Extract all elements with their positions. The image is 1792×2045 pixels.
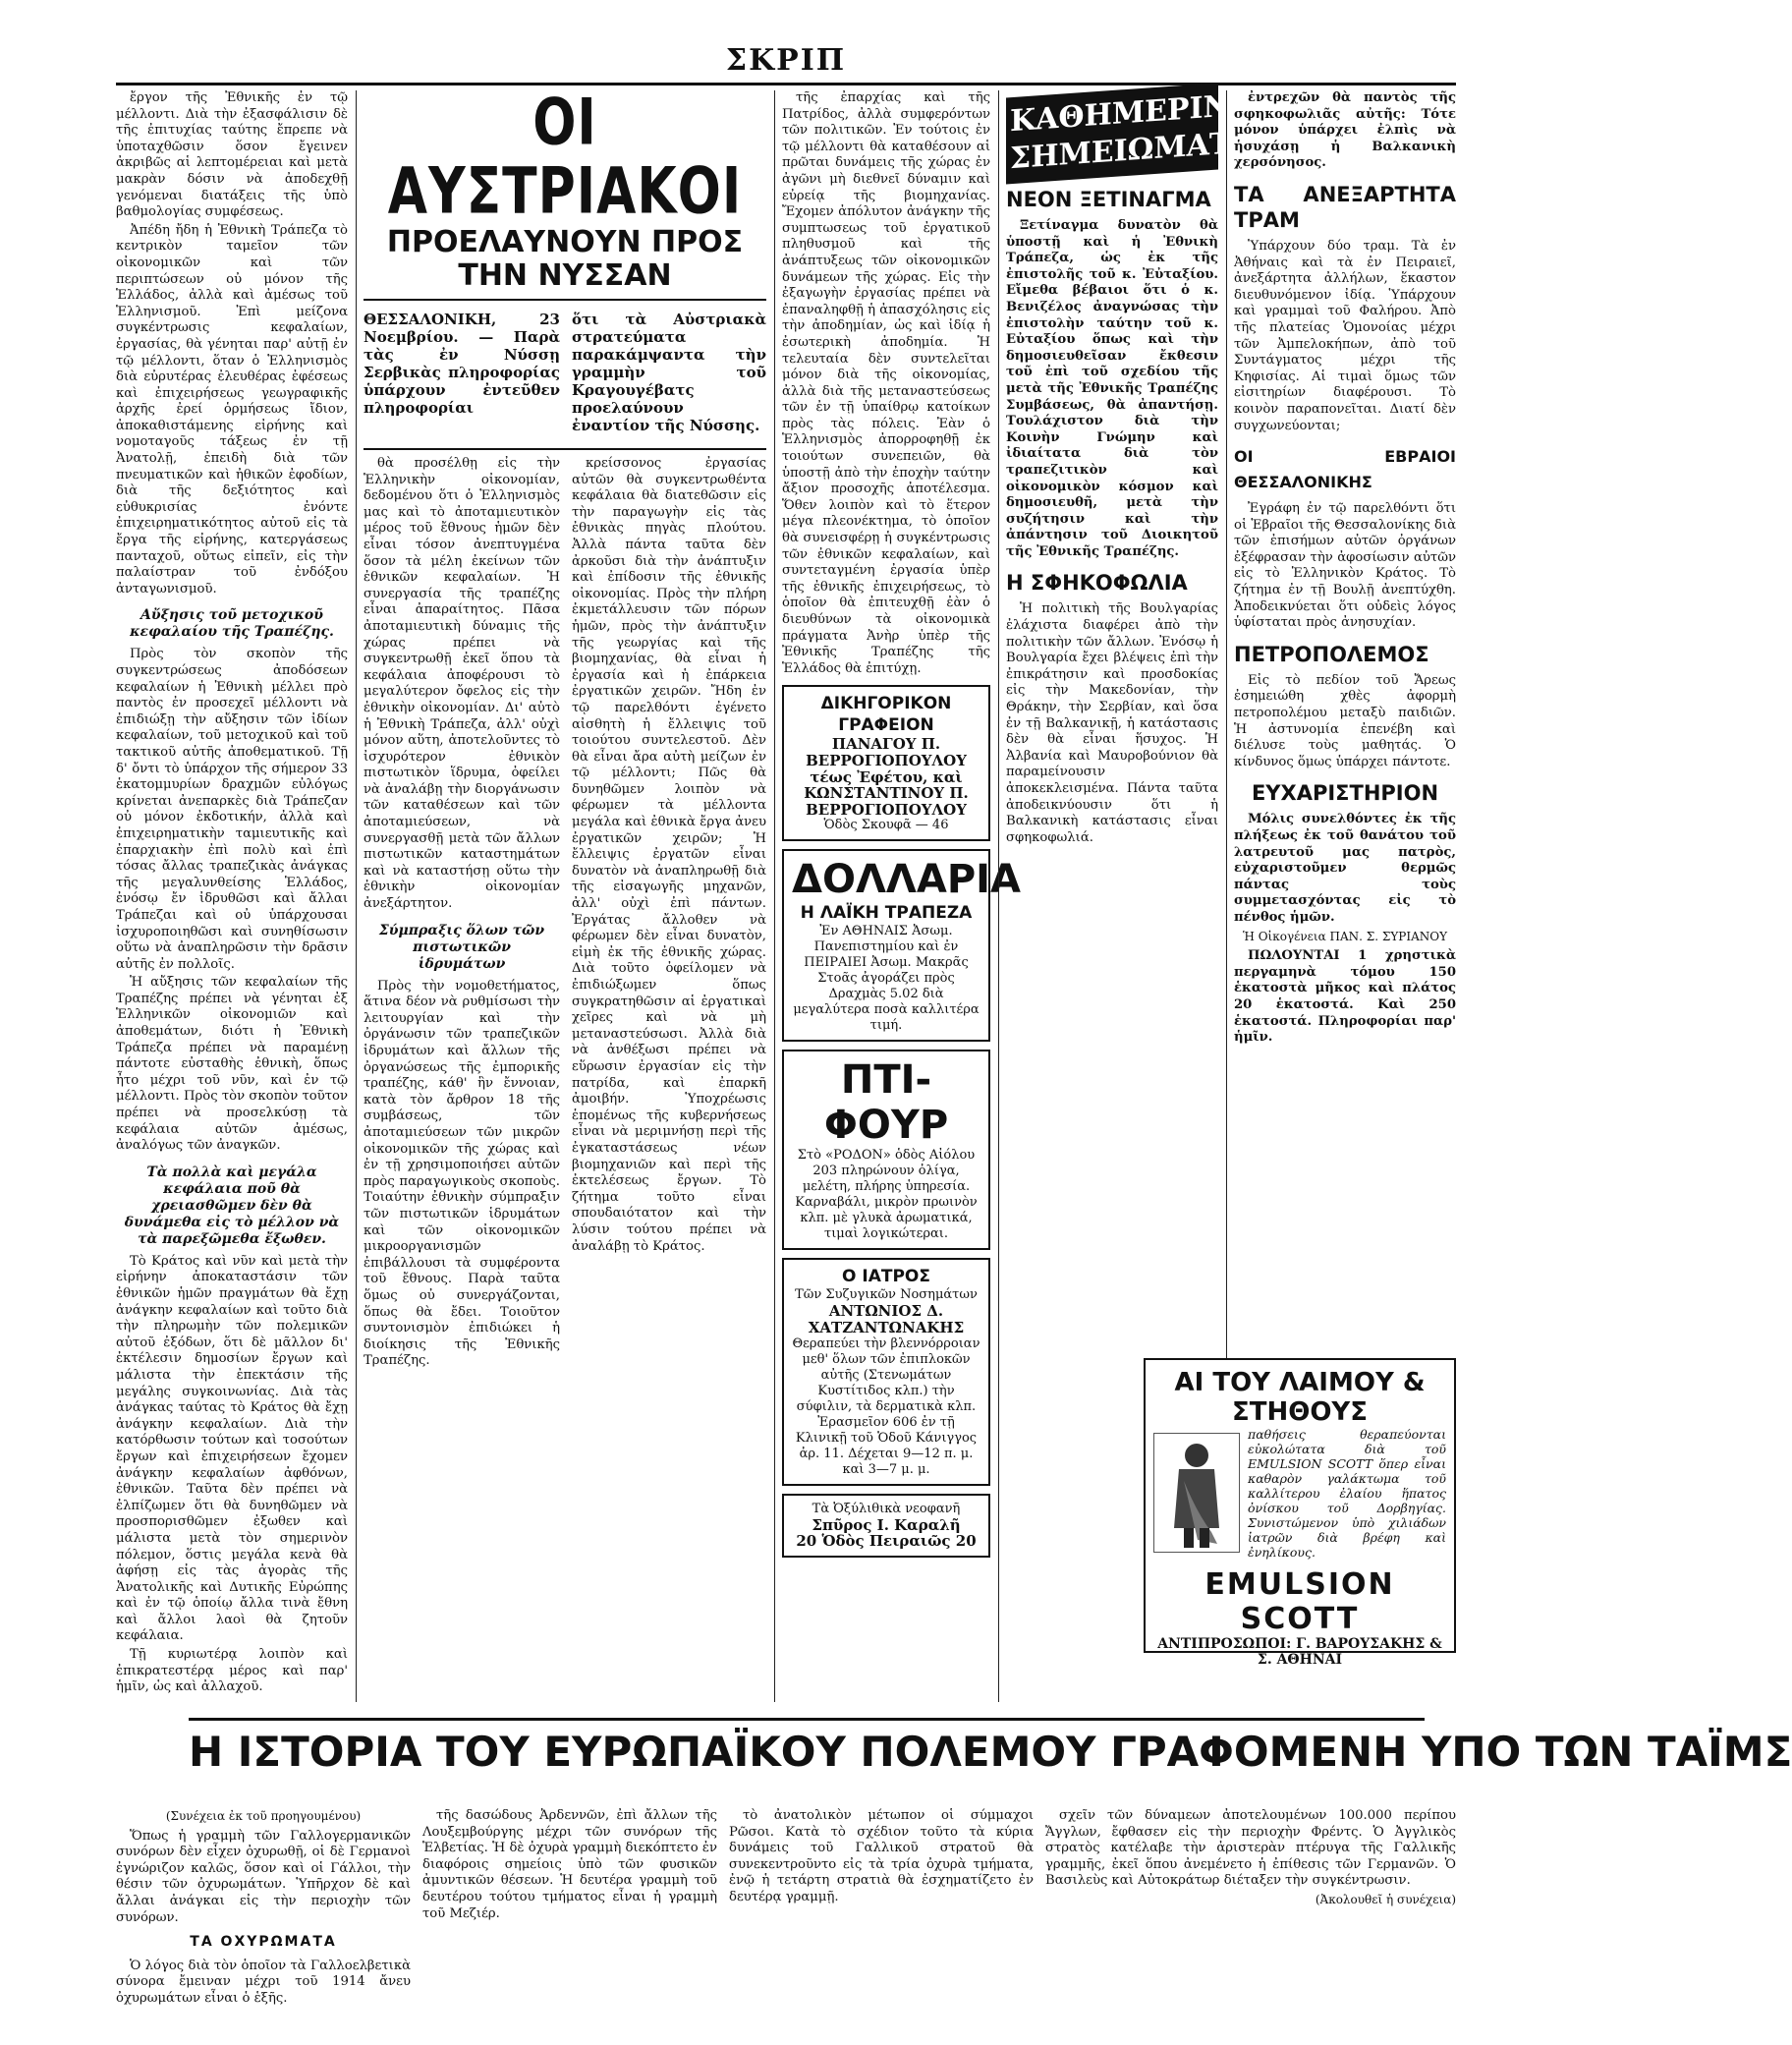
ad-subtitle: Τῶν Συζυγικῶν Νοσημάτων xyxy=(795,1287,978,1303)
history-column-1 xyxy=(116,1808,411,2024)
story-paragraph: Πρὸς τὴν νομοθετήματος, ἅτινα δέον νὰ ρυθμίσωσι τὴν λειτουργίαν καὶ τὴν ὀργάνωσιν τῶν τραπεζικῶν ἱδρυμάτων καὶ ἄλλων τῆς ὀργανώσεως τῆς ἐμπορικῆς τραπέζης, κάθ' ἣν ἔννοιαν, κατὰ τὸν ἄρθρον 18 τῆς συμβάσεως, τῶν ἀποταμιεύσεων τῶν μικρῶν οἰκονομικῶν τῆς χώρας καὶ ἐν τῇ χρησιμοποιήσει αὐτῶν πρὸς παραγωγικοὺς σκοποὺς. Τοιαύτην ἐθνικὴν σύμπραξιν τῶν πιστωτικῶν ἱδρυμάτων καὶ τῶν οἰκονομικῶν μικροοργανισμῶν ἐπιβάλλουσι τὰ συμφέροντα τοῦ ἔθνους. Παρὰ ταῦτα ὅμως οὐ συνεργάζονται, ὅπως θὰ ἔδει. Τοιοῦτον συντονισμὸν ἐπιδιώκει ἡ διοίκησις τῆς Ἐθνικῆς Τραπέζης. xyxy=(364,978,560,1369)
section-heading: ΕΥΧΑΡΙΣΤΗΡΙΟΝ xyxy=(1251,781,1439,806)
lawyer-advertisement xyxy=(782,685,990,841)
col5-paragraph: Ἐγράφη ἐν τῷ παρελθόντι ὅτι οἱ Ἑβραῖοι τῆς Θεσσαλονίκης διὰ τῶν ἐπισήμων αὐτῶν ὀργάνων ἐξέφρασαν τὴν ἀφοσίωσιν αὐτῶν εἰς τὸ Ἑλληνικὸν Κράτος. Τὸ ζήτημα ἐν τῇ Βουλῇ ἀνεπτύχθη. Ἀποδεικνύεται ὅτι οὐδεὶς λόγος ὑφίσταται πρὸς ἀνησυχίαν. xyxy=(1234,501,1456,631)
history-paragraph: Ὁ λόγος διὰ τὸν ὁποῖον τὰ Γαλλοελβετικὰ σύνορα ἔμειναν μέχρι τοῦ 1914 ἄνευ ὀχυρωμάτων εἶναι ὁ ἑξῆς. xyxy=(116,1958,411,2006)
ad-name: ΑΝΤΩΝΙΟΣ Δ. ΧΑΤΖΑΝΤΩΝΑΚΗΣ xyxy=(808,1302,965,1336)
column-4 xyxy=(1006,86,1255,1358)
col4-paragraph: Ἡ πολιτικὴ τῆς Βουλγαρίας ἐλάχιστα διαφέρει ἀπὸ τὴν πολιτικὴν τῶν ἄλλων. Ἐνόσῳ ἡ Βουλγαρία ἔχει βλέψεις ἐπὶ τὴν ἐπικράτησιν καὶ προσδοκίας εἰς τὴν Μακεδονίαν, τὴν Θράκην, τὴν Σερβίαν, καὶ ὅσα ἐν τῇ Βαλκανικῇ, ἡ κατάστασις δὲν θὰ εἶναι ἥσυχος. Ἡ Ἀλβανία καὶ Μαυροβούνιον θὰ παραμείνουσιν ἀποκεκλεισμένα. Πάντα ταῦτα ἀποδεικνύουσιν ὅτι ἡ Βαλκανικὴ κατάστασις εἶναι σφηκοφωλιά. xyxy=(1006,601,1218,845)
col1-paragraph: Ἡ αὔξησις τῶν κεφαλαίων τῆς Τραπέζης πρέπει νὰ γένηται ἐξ Ἑλληνικῶν οἰκονομιῶν καὶ ἀποθεμάτων, διότι ἡ Ἐθνικὴ Τράπεζα πρέπει νὰ παραμένῃ πάντοτε εὐσταθὴς ἐθνικὴ, ὅπως ἦτο μέχρι τοῦ νῦν, καὶ ἐν τῷ μέλλοντι. Πρὸς τὸν σκοπὸν τοῦτον πρέπει νὰ προσελκύσῃ τὰ κεφάλαια αὐτῶν ἀμέσως, ἀναλόγως τῶν ἀναγκῶν. xyxy=(116,975,348,1154)
deck-right: ὅτι τὰ Αὐστριακὰ στρατεύματα παρακάμψαντα τὴν γραμμὴν τοῦ Κραγουγέβατς προελαύνουν ἐναντίον τῆς Νύσσης. xyxy=(572,311,766,434)
col1-paragraph: Τὸ Κράτος καὶ νῦν καὶ μετὰ τὴν εἰρήνην ἀποκαταστάσιν τῶν ἐθνικῶν ἡμῶν πραγμάτων θὰ ἔχῃ ἀνάγκην κεφαλαίων καὶ τοῦτο διὰ τὴν πληρωμὴν τῶν πολεμικῶν αὐτοῦ ἐξόδων, ὅτι δὲ μᾶλλον δι' ἐκτέλεσιν δημοσίων ἔργων καὶ μάλιστα τὴν ἐπεκτάσιν τῆς μεγάλης συγκοινωνίας. Διὰ τὰς ἀνάγκας ταύτας τὸ Κράτος θὰ ἔχῃ ἀνάγκην κεφαλαίων. Διὰ τὴν κατόρθωσιν τούτων καὶ τοσούτων ἔργων καὶ ἐπιχειρήσεων ἔχομεν ἀνάγκην κεφαλαίων ἀφθόνων, ἐθνικῶν. Ταῦτα δὲν πρέπει νὰ ἐλπίζωμεν ὅτι θὰ δυνηθῶμεν νὰ προσπορισθῶμεν ἐξωθεν καὶ μάλιστα μετὰ τὸν σημερινὸν πόλεμον, ὅστις μεγάλα κενὰ θὰ ἀφήσῃ εἰς τὰς ἀγορὰς τῆς Ἀνατολικῆς καὶ Δυτικῆς Εὐρώπης καὶ ἐν τῷ ὁποίῳ ἄλλα τινὰ ἔθνη καὶ ἄλλοι λαοὶ θὰ ζητοῦν κεφάλαια. xyxy=(116,1253,348,1644)
history-paragraph: τὸ ἀνατολικὸν μέτωπον οἱ σύμμαχοι Ρῶσοι. Κατὰ τὸ σχέδιον τοῦτο τὰ κύρια δυνάμεις τοῦ Γαλλικοῦ στρατοῦ θὰ συνεκεντροῦντο εἰς τὰ τρία ὀχυρὰ τμήματα, ἐνῷ ἡ τετάρτη στρατιὰ θὰ ἐσχηματίζετο ἐν δευτέρᾳ γραμμῇ. xyxy=(729,1808,1034,1904)
petit-four-advertisement xyxy=(782,1050,990,1250)
col1-paragraph: ἔργον τῆς Ἐθνικῆς ἐν τῷ μέλλοντι. Διὰ τὴν ἐξασφάλισιν δὲ τῆς ἐπιτυχίας ταύτης ἔπρεπε νὰ ὑποταχθῶσιν ὅσον ἔγεινεν ἀκριβῶς αἱ λεπτομέρειαι καὶ μετὰ μακρὰν δόσιν νὰ ἀποδεχθῇ γενόμεναι διατάξεις τῆς ὑπὸ βαθμολογίας συμφέσεως. xyxy=(116,90,348,220)
section-heading: ΠΕΤΡΟΠΟΛΕΜΟΣ xyxy=(1234,642,1429,666)
col1-subheading: Τὰ πολλὰ καὶ μεγάλα κεφάλαια ποῦ θὰ χρειασθῶμεν δὲν θὰ δυνάμεθα εἰς τὸ μέλλον νὰ τὰ παρεξῶμεθα ἔξωθεν. xyxy=(124,1164,340,1247)
daily-notes-banner xyxy=(1006,83,1255,184)
history-headline: Η ΙΣΤΟΡΙΑ ΤΟΥ ΕΥΡΩΠΑΪΚΟΥ ΠΟΛΕΜΟΥ ΓΡΑΦΟΜΕΝΗ ΥΠΟ ΤΩΝ ΤΑΪΜΣ xyxy=(189,1718,1425,1776)
ad-text: Θεραπεύει τὴν βλεννόρροιαν μεθ' ὅλων τῶν ἐπιπλοκῶν αὐτῆς (Στενωμάτων Κυστίτιδος κλπ.) τὴν σύφιλιν, τὰ δερματικὰ κλπ. Ἐρασμεῖον 606 ἐν τῇ Κλινικῇ τοῦ Ὁδοῦ Κάνιγγος ἀρ. 11. Δέχεται 9—12 π. μ. καὶ 3—7 μ. μ. xyxy=(792,1335,980,1477)
history-paragraph: Ὅπως ἡ γραμμὴ τῶν Γαλλογερμανικῶν συνόρων δὲν εἶχεν ὀχυρωθῇ, οἱ δὲ Γερμανοὶ ἐγνώριζον καλῶς, ὅσον καὶ οἱ Γάλλοι, τὴν θέσιν τῶν ὀχυρωμάτων. Ὑπῆρχον δὲ καὶ ἄλλαι ἀνάγκαι εἰς τὴν περιοχὴν τῶν συνόρων. xyxy=(116,1828,411,1925)
col1-paragraph: Τῇ κυριωτέρᾳ λοιπὸν καὶ ἐπικρατεστέρᾳ μέρος καὶ παρ' ἡμῖν, ὡς καὶ ἀλλαχοῦ. xyxy=(116,1647,348,1695)
col3-paragraph: τῆς ἐπαρχίας καὶ τῆς Πατρίδος, ἀλλὰ συμφερόντων τῶν πολιτικῶν. Ἐν τούτοις ἐν τῷ μέλλοντι θὰ καταθέσουν αἱ πρῶται δυνάμεις τῆς χώρας ἐν ἀγῶνι μὴ διεθνεῖ δύναμιν καὶ εὐρείᾳ τῆς βιομηχανίας. Ἔχομεν ἀπόλυτον ἀνάγκην τῆς συμπτωσεως τοῦ ἐργατικοῦ πληθυσμοῦ καὶ τῆς ἀνάπτυξεως τῶν οἰκονομικῶν δυνάμεων τῆς χώρας. Εἰς τὴν ἐξαγωγὴν ἐργασίας πρέπει νὰ ἐπαναληφθῇ ἡ ἀπασχόλησις εἰς τὴν ἀποδημίαν, ὡς καὶ ἰδίᾳ ἡ ἐσωτερικὴ ἀποδημία. Ἡ τελευταία δὲν συντελεῖται μόνον διὰ τῆς οἰκονομίας, ἀλλὰ διὰ τῆς μεταναστεύσεως τῶν ἐν τῇ ὑπαίθρῳ κατοίκων πρὸς τὰς πόλεις. Ἐὰν ὁ Ἑλληνισμὸς ἀπορροφηθῇ ἐκ τοιούτων συνεπειῶν, θὰ ὑποστῇ ἀπὸ τὴν ἐποχὴν ταύτην ἄξιον προσοχῆς ἀποτέλεσμα. Ὅθεν λοιπὸν καὶ τὸ ἕτερον μέγα πλεονέκτημα, τὸ ὁποῖον θὰ συνεισφέρῃ ἡ συγκέντρωσις τῶν ἐθνικῶν κεφαλαίων, καὶ συντεταγμένη ἐργασία ὑπὲρ τῆς ἐθνικῆς ἐπιχειρήσεως, τὸ ὁποῖον θὰ ἐπιτευχθῇ ἐὰν ὁ διευθύνων τὰ οἰκονομικὰ πράγματα Ἀνὴρ ὑπὲρ τῆς Ἐθνικῆς Τραπέζης τῆς Ἑλλάδος θὰ ἐπιτύχῃ. xyxy=(782,90,990,676)
continuation-note: (Συνέχεια ἐκ τοῦ προηγουμένου) xyxy=(165,1809,362,1823)
continuation-end: (Ἀκολουθεῖ ἡ συνέχεια) xyxy=(1315,1892,1456,1906)
history-column-2 xyxy=(422,1808,717,2024)
ad-address: Ὁδὸς Σκουφᾶ — 46 xyxy=(823,818,949,833)
history-column-3 xyxy=(729,1808,1034,2024)
doctor-advertisement xyxy=(782,1258,990,1485)
column-1 xyxy=(116,90,348,1707)
story-subheading: Σύμπραξις ὅλων τῶν πιστωτικῶν ἱδρυμάτων xyxy=(378,922,545,972)
ad-representatives: ΑΝΤΙΠΡΟΣΩΠΟΙ: Γ. ΒΑΡΟΥΣΑΚΗΣ & Σ. ΑΘΗΝΑΙ xyxy=(1157,1636,1442,1668)
ad-title: ΠΤΙ-ΦΟΥΡ xyxy=(823,1057,949,1149)
col4-paragraph: Ξετίναγμα δυνατὸν θὰ ὑποστῇ καὶ ἡ Ἐθνικὴ Τράπεζα, ὡς ἐκ τῆς ἐπιστολῆς τοῦ κ. Ἐὐταξίου. Εἴμεθα βέβαιοι ὅτι ὁ κ. Βενιζέλος ἀναγνώσας τὴν ἐπιστολὴν ταύτην τοῦ κ. Εὐταξίου ὅπως καὶ τὴν δημοσιευθεῖσαν ἔκθεσιν τοῦ ἐπὶ τοῦ σχεδίου τῆς μετὰ τῆς Ἐθνικῆς Τραπέζης Συμβάσεως, θὰ ἀπαντήσῃ. Τουλάχιστον διὰ τὴν Κοινὴν Γνώμην καὶ ἰδιαίτατα διὰ τὸν τραπεζιτικὸν καὶ οἰκονομικὸν κόσμον καὶ δημοσιευθῆ, μετὰ τὴν συζήτησιν καὶ τὴν ἀπάντησιν τοῦ Διοικητοῦ τῆς Ἐθνικῆς Τραπέζης. xyxy=(1006,218,1218,559)
ad-title: Ο ΙΑΤΡΟΣ xyxy=(842,1267,930,1287)
deck-left: ΘΕΣΣΑΛΟΝΙΚΗ, 23 Νοεμβρίου. — Παρὰ τὰς ἐν Νύσσῃ Σερβικὰς πληροφορίας ὑπάρχουν ἐντεῦθεν πληροφορίαι xyxy=(364,311,560,417)
ad-title: ΔΙΚΗΓΟΡΙΚΟΝ ΓΡΑΦΕΙΟΝ xyxy=(820,694,952,736)
banner-line-1: ΚΑΘΗΜΕΡΙΝΑ xyxy=(1010,86,1254,140)
col5-paragraph: Μόλις συνελθόντες ἐκ τῆς πλήξεως ἐκ τοῦ θανάτου τοῦ λατρευτοῦ μας πατρὸς, εὐχαριστοῦμεν θερμῶς πάντας τοὺς συμμετασχόντας εἰς τὸ πένθος ἡμῶν. xyxy=(1234,812,1456,925)
col5-paragraph: ΠΩΛΟΥΝΤΑΙ 1 χρηστικὰ περγαμηνὰ τόμου 150 ἑκατοστὰ μῆκος καὶ πλάτος 20 ἑκατοστά. Καὶ 250 ἑκατοστά. Πληροφορίαι παρ' ἡμῖν. xyxy=(1234,948,1456,1046)
col1-subheading: Αὔξησις τοῦ μετοχικοῦ κεφαλαίου τῆς Τραπέζης. xyxy=(130,607,334,641)
ad-address: 20 Ὁδὸς Πειραιῶς 20 xyxy=(796,1532,977,1551)
banner-line-2: ΣΗΜΕΙΩΜΑΤΑ xyxy=(1010,124,1255,177)
history-paragraph: σχεῖν τῶν δύναμεων ἀποτελουμένων 100.000 περίπου Ἄγγλων, ἔφθασεν εἰς τὴν περιοχὴν Φρέντς. Ὁ Ἀγγλικὸς στρατὸς κατέλαβε τὴν ἀριστερὰν πτέρυγα τῆς Γαλλικῆς γραμμῆς, ἐκεῖ ὅπου ἀνεμένετο ἡ ἐπίθεσις τῶν Γερμανῶν. Ὁ Βασιλεὺς καὶ Αὐτοκράτωρ διέταξεν τὴν συγκέντρωσιν. xyxy=(1045,1808,1456,1889)
column-rule xyxy=(998,90,999,1702)
main-headline: ΟΙ ΑΥΣΤΡΙΑΚΟΙ xyxy=(387,85,743,229)
section-heading: Η ΣΦΗΚΟΦΩΛΙΑ xyxy=(1006,571,1188,596)
shop-advertisement xyxy=(782,1494,990,1558)
main-subheadline: ΠΡΟΕΛΑΥΝΟΥΝ ΠΡΟΣ ΤΗΝ ΝΥΣΣΑΝ xyxy=(386,225,744,293)
ad-name: Σπῦρος Ι. Καραλῆ xyxy=(812,1515,961,1534)
ad-text: Στὸ «ΡΟΔΟΝ» ὁδὸς Αἰόλου 203 πληρώνουν ὀλίγα, μελέτη, πλήρης ὑπηρεσία. Καρναβάλι, μικρὸν πρωινὸν κλπ. μὲ γλυκὰ ἀρωματικά, τιμαὶ λογικώτεραι. xyxy=(795,1148,978,1242)
column-5 xyxy=(1234,90,1456,1358)
history-paragraph: τῆς δασώδους Ἀρδεννῶν, ἐπὶ ἄλλων τῆς Λουξεμβούργης μέχρι τῶν συνόρων τῆς Ἑλβετίας. Ἡ δὲ ὀχυρὰ γραμμὴ διεκόπτετο ἐν διαφόροις σημείοις ὑπὸ τῶν φυσικῶν ἀμυντικῶν θέσεων. Ἡ δευτέρα γραμμὴ τοῦ δευτέρου τούτου τμήματος εἶναι ἡ γραμμὴ τοῦ Μεζιέρ. xyxy=(422,1808,717,1921)
emulsion-scott-advertisement xyxy=(1144,1358,1456,1668)
column-2 xyxy=(364,85,766,1707)
ad-heading: ΑΙ ΤΟΥ ΛΑΙΜΟΥ & ΣΤΗΘΟΥΣ xyxy=(1174,1368,1426,1427)
ad-names: ΠΑΝΑΓΟΥ Π. ΒΕΡΡΟΓΙΟΠΟΥΛΟΥ τέως Ἐφέτου, καὶ ΚΩΝΣΤΑΝΤΙΝΟΥ Π. ΒΕΡΡΟΓΙΟΠΟΥΛΟΥ xyxy=(804,735,969,819)
ad-title: ΔΟΛΛΑΡΙΑ xyxy=(792,857,1021,903)
col5-paragraph: ἐντρεχῶν θὰ παντὸς τῆς σφηκοφωλιᾶς αὐτῆς: Τότε μόνον ὑπάρχει ἐλπὶς νὰ ἡσυχάσῃ ἡ Βαλκανικὴ χερσόνησος. xyxy=(1234,90,1456,171)
ad-text: Ἐν ΑΘΗΝΑΙΣ Ἀσωμ. Πανεπιστημίου καὶ ἐν ΠΕΙΡΑΙΕΙ Ἀσωμ. Μακρᾶς Στοᾶς ἀγοράζει πρὸς Δραχμὰς 5.02 διὰ μεγαλύτερα ποσὰ καλλιτέρα τιμή. xyxy=(793,924,980,1034)
ad-text: παθήσεις θεραπεύονται εὐκολώτατα διὰ τοῦ EMULSION SCOTT ὅπερ εἶναι καθαρὸν γαλάκτωμα τοῦ καλλίτερου ἐλαίου ἥπατος ὀνίσκου τοῦ Δορβηγίας. Συνιστώμενον ὑπὸ χιλιάδων ἰατρῶν διὰ βρέφη καὶ ἐνηλίκους. xyxy=(1248,1427,1446,1560)
section-heading: ΤΑ ΑΝΕΞΑΡΤΗΤΑ ΤΡΑΜ xyxy=(1234,182,1456,232)
col1-paragraph: Πρὸς τὸν σκοπὸν τῆς συγκεντρώσεως ἀποδόσεων κεφαλαίων ἡ Ἐθνικὴ μέλλει πρὸ παντὸς ἐν προσεχεῖ μέλλοντι νὰ ἐπιδιώξῃ τὴν αὔξησιν τῶν ἰδίων κεφαλαίων, τοῦ μετοχικοῦ καὶ τοῦ τακτικοῦ αὐτῆς ἀποθεματικοῦ. Τῇ δ' ὄντι τὸ ὑπάρχον τῆς σήμερον 33 ἑκατομμυρίων δραχμῶν εὐλόγως κρίνεται ἀνεπαρκὲς διὰ Τράπεζαν οὐ μόνον ἐκδοτικήν, ἀλλὰ καὶ ἐπιχειρηματικὴν ταμιευτικῆς καὶ ἐπαρχιακὴν ἐπὶ πολὺ καὶ ἐπὶ τόσας ἄλλας τραπεζικὰς ἀνάγκας τῆς μεγαλυνθείσης Ἑλλάδος, ἐνόσῳ ἔν ἰδρυθῶσι καὶ ἄλλαι Τράπεζαι καὶ οὐ ὑπάρχουσαι ἰσχυροποιηθῶσι καὶ συνηθίσωσιν οὕτω νὰ ἀναπληρῶσιν τὴν δρᾶσιν αὐτῆς ἐν πολλοῖς. xyxy=(116,647,348,972)
deck-rule xyxy=(364,448,766,450)
column-3 xyxy=(782,90,1021,1707)
column-rule xyxy=(1226,90,1227,1358)
section-heading: ΝΕΟΝ ΞΕΤΙΝΑΓΜΑ xyxy=(1006,188,1211,211)
column-rule xyxy=(356,90,357,1702)
story-paragraph: θὰ προσέλθῃ εἰς τὴν Ἑλληνικὴν οἰκονομίαν, δεδομένου ὅτι ὁ Ἑλληνισμὸς μας καὶ τὸ ἀποταμιευτικὸν μέρος τοῦ ἔθνους ἡμῶν δὲν εἶναι τόσον ἀνεπτυγμένα ὅσον τὰ μέλη ἐκείνων τῶν ἐθνικῶν κεφαλαίων. Ἡ συνεργασία τῆς τραπέζης εἶναι ἀπαραίτητος. Πᾶσα ἀποταμιευτικὴ δύναμις τῆς χώρας πρέπει νὰ συγκεντρωθῇ ἐκεῖ ὅπου τὰ κεφάλαια ἀποφέρουσι τὸ μεγαλύτερον ὄφελος εἰς τὴν ἐθνικὴν οἰκονομίαν. Δι' αὐτὸ ἡ Ἐθνικὴ Τράπεζα, ἀλλ' οὐχὶ μόνον αὕτη, ἀποτελοῦντες τὸ ἰσχυρότερον ἐθνικὸν πιστωτικὸν ἵδρυμα, ὀφείλει νὰ ἀναλάβῃ τὴν διοργάνωσιν τῶν καταθέσεων καὶ τῶν ἀποταμιεύσεων, νὰ συνεργασθῇ μετὰ τῶν ἄλλων πιστωτικῶν καταστημάτων καὶ νὰ καταστήσῃ οὕτω τὴν ἐθνικὴν οἰκονομίαν ἀνεξάρτητον. xyxy=(364,456,560,912)
story-paragraph: κρείσσονος ἐργασίας αὐτῶν θὰ συγκεντρωθέντα κεφάλαια θὰ διατεθῶσιν εἰς τὴν παραγωγὴν εἰς τὰς ἐθνικὰς πηγὰς πλούτου. Ἀλλὰ πάντα ταῦτα δὲν ἀρκοῦσι διὰ τὴν ἀνάπτυξιν καὶ ἐπίδοσιν τῆς ἐθνικῆς οἰκονομίας. Πρὸς τὴν πλήρη ἐκμετάλλευσιν τῶν πόρων ἡμῶν, πρὸς τὴν ἀνάπτυξιν τῆς γεωργίας καὶ τῆς βιομηχανίας, θὰ εἶναι ἡ ἐργασία καὶ ἡ ἐπάρκεια ἐργατικῶν χειρῶν. Ἤδη ἐν τῷ παρελθόντι ἐγένετο αἰσθητὴ ἡ ἔλλειψις τοῦ τοιούτου συντελεστοῦ. Δὲν θὰ εἶναι ἄρα αὐτὴ μείζων ἐν τῷ μέλλοντι; Πῶς θὰ δυνηθῶμεν λοιπὸν νὰ φέρωμεν τὰ μέλλοντα μεγάλα καὶ ἐθνικὰ ἔργα ἀνευ ἐργατικῶν χειρῶν; Ἡ ἔλλειψις ἐργατῶν εἶναι δυνατὸν νὰ ἀναπληρωθῇ διὰ τῆς εἰσαγωγῆς μηχανῶν, ἀλλ' οὐχὶ ἐπὶ πάντων. Ἐργάτας ἄλλοθεν νὰ φέρωμεν δὲν εἶναι δυνατὸν, εἰμὴ ἐκ τῆς ἐθνικῆς χώρας. Διὰ τοῦτο ὀφείλομεν νὰ ἐπιδιώξωμεν ὅπως συγκρατηθῶσιν αἱ ἐργατικαὶ χεῖρες καὶ νὰ μὴ μεταναστεύσωσι. Ἀλλὰ διὰ νὰ ἀνθέξωσι πρέπει νὰ εὕρωσιν ἐργασίαν εἰς τὴν πατρίδα, καὶ ἐπαρκῆ ἀμοιβήν. Ὑποχρέωσις ἑπομένως τῆς κυβερνήσεως εἶναι νὰ μεριμνήσῃ περὶ τῆς ἐγκαταστάσεως νέων βιομηχανιῶν καὶ περὶ τῆς ἐκτελέσεως ἔργων. Τὸ ζήτημα τοῦτο εἶναι σπουδαιότατον καὶ τὴν λύσιν τούτου πρέπει νὰ ἀναλάβῃ τὸ Κράτος. xyxy=(572,456,766,1254)
history-column-4 xyxy=(1045,1808,1456,2024)
ad-subtitle: Η ΛΑΪΚΗ ΤΡΑΠΕΖΑ xyxy=(800,903,973,924)
ad-brand: EMULSION SCOTT xyxy=(1204,1567,1395,1636)
history-subheading: ΤΑ ΟΧΥΡΩΜΑΤΑ xyxy=(190,1934,337,1951)
column-rule xyxy=(774,90,775,1702)
col5-paragraph: Εἰς τὸ πεδίον τοῦ Ἄρεως ἐσημειώθη χθὲς ἀφορμὴ πετροπολέμου μεταξὺ παιδιῶν. Ἡ ἀστυνομία ἐπενέβη καὶ διέλυσε τοὺς μαθητάς. Ὁ κίνδυνος ὅμως ὑπάρχει πάντοτε. xyxy=(1234,672,1456,769)
fisherman-illustration xyxy=(1153,1433,1240,1553)
col1-paragraph: Ἀπέδη ἤδη ἡ Ἐθνικὴ Τράπεζα τὸ κεντρικὸν ταμεῖον τῶν οἰκονομικῶν καὶ τῶν περιπτώσεων οὐ μόνον τῆς Ἑλλάδος, ἀλλὰ καὶ ἀμέσως τοῦ Ἑλληνισμοῦ. Ἐπὶ μείζονα συγκέντρωσις κεφαλαίων, ἐργασίας, θὰ γένηται παρ' αὐτῇ ἐν τῷ μέλλοντι, ὅταν ὁ Ἑλληνισμὸς διὰ εὐρυτέρας ἐλευθέρας ἐφέσεως καὶ ἐπιχειρήσεως γεωγραφικῆς ἀρχῆς ἐρεί ὁρμήσεως ἴδιον, ἀποκαθιστάμενης εἰρήνης καὶ νομοταγοῦς τάξεως ἐν τῇ Ἀνατολῇ, ἐπειδὴ διὰ τῶν πνευματικῶν καὶ ἠθικῶν ἐφοδίων, διὰ τῆς δεξιότητος καὶ εὐθυκρισίας ἐνόντε ἐπιχειρηματικότητος αὐτοῦ εἰς τὰ ἔργα τῆς εἰρήνης, κατεργάσεως πανταχοῦ, οὕτως εἰπεῖν, εἰς τὴν παλαίστραν τοῦ ἐνδόξου ἀνταγωνισμοῦ. xyxy=(116,222,348,596)
ad-title: Τὰ Ὀξύλιθικὰ νεοφανῆ xyxy=(812,1501,961,1516)
top-rule xyxy=(116,83,1456,85)
col5-paragraph: Ὑπάρχουν δύο τραμ. Τὰ ἐν Ἀθήναις καὶ τὰ ἐν Πειραιεῖ, ἀνεξάρτητα ἀλλήλων, ἕκαστον διευθυνόμενον ἰδίᾳ. Ὑπάρχουν καὶ γραμμαὶ τοῦ Φαλήρου. Ἀπὸ τῆς πλατείας Ὁμονοίας μέχρι τῶν Ἀμπελοκήπων, ἀπὸ τοῦ Συντάγματος μέχρι τῆς Κηφισίας. Αἱ τιμαὶ ὅμως τῶν εἰσιτηρίων διαφέρουσι. Τὸ κοινὸν παραπονεῖται. Διατί δὲν συγχωνεύονται; xyxy=(1234,238,1456,433)
page-folio: ΣΚΡΙΠ xyxy=(725,43,847,78)
section-heading: ΟΙ ΕΒΡΑΙΟΙ ΘΕΣΣΑΛΟΝΙΚΗΣ xyxy=(1234,447,1456,492)
signature: Ἡ Οἰκογένεια ΠΑΝ. Σ. ΣΥΡΙΑΝΟΥ xyxy=(1242,929,1448,943)
dollars-advertisement xyxy=(782,849,1021,1042)
headline-rule xyxy=(364,299,766,301)
